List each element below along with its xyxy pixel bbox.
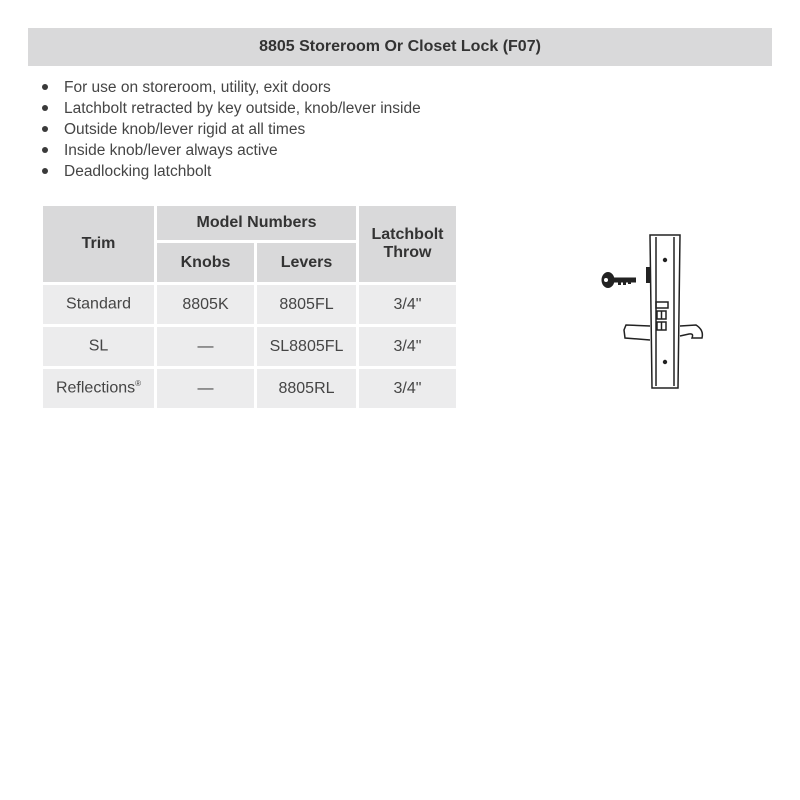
cell-throw: 3/4"	[358, 326, 458, 368]
feature-item	[40, 140, 421, 161]
trim-label: Reflections	[55, 379, 136, 397]
feature-item	[40, 77, 421, 98]
page-title: 8805 Storeroom Or Closet Lock (F07)	[259, 38, 541, 55]
bullet-icon	[42, 147, 48, 153]
feature-item	[40, 161, 421, 182]
bullet-icon	[42, 126, 48, 132]
model-table	[40, 203, 459, 411]
table-row	[42, 368, 458, 410]
bullet-icon	[42, 105, 48, 111]
header-levers: Levers	[256, 242, 358, 284]
trim-label: SL	[88, 337, 109, 355]
cell-knobs: 8805K	[156, 284, 256, 326]
feature-list	[40, 77, 421, 182]
cell-levers: 8805RL	[256, 368, 358, 410]
table-row	[42, 284, 458, 326]
bullet-icon	[42, 84, 48, 90]
header-throw: Throw	[383, 244, 432, 261]
mortise-lock-diagram-icon	[596, 230, 716, 395]
header-latchbolt-throw	[358, 205, 458, 284]
feature-text: Inside knob/lever always active	[64, 142, 278, 159]
feature-text: Deadlocking latchbolt	[64, 163, 212, 180]
cell-knobs: —	[156, 368, 256, 410]
feature-item	[40, 119, 421, 140]
cell-knobs: —	[156, 326, 256, 368]
trim-label: Standard	[66, 295, 131, 313]
cell-levers: 8805FL	[256, 284, 358, 326]
cell-levers: SL8805FL	[256, 326, 358, 368]
feature-text: Outside knob/lever rigid at all times	[64, 121, 306, 138]
header-latchbolt: Latchbolt	[371, 226, 444, 243]
cell-trim	[42, 284, 156, 326]
feature-item	[40, 98, 421, 119]
trim-mark: ®	[135, 379, 142, 389]
bullet-icon	[42, 168, 48, 174]
feature-text: For use on storeroom, utility, exit doors	[64, 79, 331, 96]
title-bar	[28, 28, 772, 66]
header-knobs: Knobs	[156, 242, 256, 284]
cell-throw: 3/4"	[358, 368, 458, 410]
cell-trim	[42, 326, 156, 368]
header-model-numbers: Model Numbers	[156, 205, 358, 242]
table-row	[42, 326, 458, 368]
table-header-row	[42, 205, 458, 242]
header-trim: Trim	[42, 205, 156, 284]
cell-throw: 3/4"	[358, 284, 458, 326]
feature-text: Latchbolt retracted by key outside, knob/lever inside	[64, 100, 421, 117]
cell-trim	[42, 368, 156, 410]
